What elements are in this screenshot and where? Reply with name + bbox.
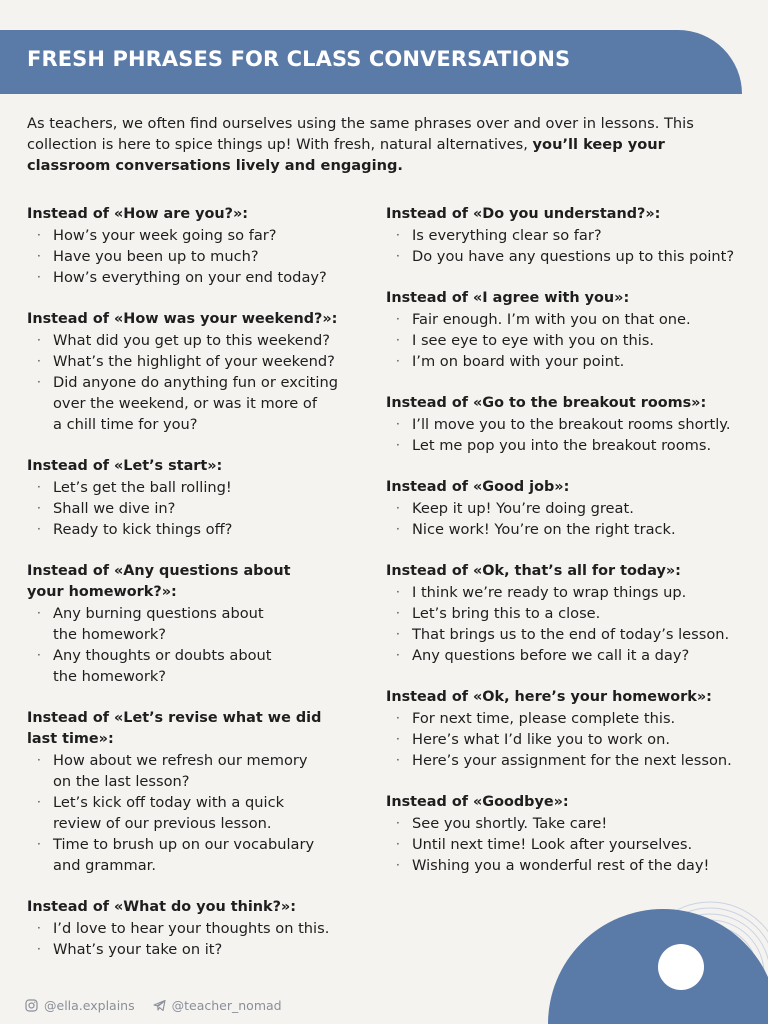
phrase-text: Wishing you a wonderful rest of the day! bbox=[412, 857, 710, 874]
section-heading: Instead of «I agree with you»: bbox=[386, 290, 630, 306]
phrase-text: Until next time! Look after yourselves. bbox=[412, 836, 693, 853]
section-heading: Instead of «Goodbye»: bbox=[386, 794, 569, 810]
phrase-item bbox=[386, 603, 756, 624]
phrase-text: Time to brush up on our vocabulary and grammar. bbox=[53, 836, 315, 874]
bullet-icon: · bbox=[37, 249, 41, 263]
phrase-section bbox=[386, 687, 756, 771]
phrase-text: For next time, please complete this. bbox=[412, 710, 676, 727]
phrase-item bbox=[386, 645, 756, 666]
section-heading: Instead of «What do you think?»: bbox=[27, 899, 296, 915]
phrase-item bbox=[27, 918, 377, 939]
phrase-text: Is everything clear so far? bbox=[412, 227, 602, 244]
bullet-icon: · bbox=[396, 648, 400, 662]
phrase-section bbox=[27, 708, 377, 876]
phrase-item bbox=[27, 225, 377, 246]
phrase-section bbox=[386, 477, 756, 540]
phrase-item bbox=[27, 834, 377, 876]
phrase-item bbox=[386, 813, 756, 834]
left-column bbox=[27, 204, 377, 981]
bullet-icon: · bbox=[396, 606, 400, 620]
phrase-item bbox=[386, 498, 756, 519]
bullet-icon: · bbox=[396, 711, 400, 725]
phrase-text: Let me pop you into the breakout rooms. bbox=[412, 437, 712, 454]
bullet-icon: · bbox=[396, 753, 400, 767]
intro-text: As teachers, we often find ourselves using the same phrases over and over in lessons. This collection is here to spice things up! With fresh, natural alternatives, bbox=[27, 115, 694, 153]
phrase-text: Do you have any questions up to this point? bbox=[412, 248, 735, 265]
white-circle bbox=[658, 944, 704, 990]
phrase-item bbox=[27, 603, 377, 645]
phrase-text: How’s your week going so far? bbox=[53, 227, 277, 244]
phrase-item bbox=[386, 414, 756, 435]
bullet-icon: · bbox=[37, 270, 41, 284]
section-heading: Instead of «Go to the breakout rooms»: bbox=[386, 395, 707, 411]
phrase-text: What’s your take on it? bbox=[53, 941, 223, 958]
bullet-icon: · bbox=[37, 753, 41, 767]
phrase-text: Ready to kick things off? bbox=[53, 521, 233, 538]
phrase-item bbox=[27, 372, 377, 435]
bullet-icon: · bbox=[37, 480, 41, 494]
phrase-section bbox=[386, 288, 756, 372]
phrase-text: See you shortly. Take care! bbox=[412, 815, 608, 832]
bullet-icon: · bbox=[37, 795, 41, 809]
phrase-text: Did anyone do anything fun or exciting over the weekend, or was it more of a chill time for you? bbox=[53, 374, 338, 433]
phrase-section bbox=[386, 204, 756, 267]
bullet-icon: · bbox=[396, 228, 400, 242]
phrase-section bbox=[386, 393, 756, 456]
telegram-icon bbox=[153, 999, 166, 1012]
bullet-icon: · bbox=[396, 438, 400, 452]
phrase-list bbox=[386, 708, 756, 771]
section-heading: Instead of «Let’s start»: bbox=[27, 458, 223, 474]
phrase-list bbox=[27, 750, 377, 876]
phrase-item bbox=[27, 750, 377, 792]
intro-paragraph bbox=[27, 113, 727, 176]
instagram-handle[interactable] bbox=[25, 998, 135, 1013]
phrase-text: I’m on board with your point. bbox=[412, 353, 625, 370]
phrase-section bbox=[27, 561, 377, 687]
section-heading: Instead of «Ok, that’s all for today»: bbox=[386, 563, 681, 579]
instagram-handle-text: @ella.explains bbox=[44, 998, 135, 1013]
section-heading: Instead of «How are you?»: bbox=[27, 206, 249, 222]
phrase-section bbox=[386, 792, 756, 876]
bullet-icon: · bbox=[37, 501, 41, 515]
phrase-item bbox=[27, 246, 377, 267]
phrase-list bbox=[386, 414, 756, 456]
phrase-text: What’s the highlight of your weekend? bbox=[53, 353, 335, 370]
right-column bbox=[386, 204, 756, 897]
bullet-icon: · bbox=[396, 249, 400, 263]
phrase-text: Let’s kick off today with a quick review of our previous lesson. bbox=[53, 794, 285, 832]
bullet-icon: · bbox=[396, 816, 400, 830]
phrase-text: I think we’re ready to wrap things up. bbox=[412, 584, 687, 601]
phrase-item bbox=[27, 477, 377, 498]
phrase-list bbox=[386, 813, 756, 876]
bullet-icon: · bbox=[37, 837, 41, 851]
phrase-list bbox=[27, 330, 377, 435]
phrase-item bbox=[386, 834, 756, 855]
bullet-icon: · bbox=[37, 354, 41, 368]
phrase-item bbox=[386, 750, 756, 771]
bullet-icon: · bbox=[396, 585, 400, 599]
bullet-icon: · bbox=[396, 858, 400, 872]
phrase-list bbox=[27, 225, 377, 288]
section-heading: Instead of «Do you understand?»: bbox=[386, 206, 661, 222]
bullet-icon: · bbox=[37, 648, 41, 662]
instagram-icon bbox=[25, 999, 38, 1012]
bullet-icon: · bbox=[37, 375, 41, 389]
bullet-icon: · bbox=[396, 627, 400, 641]
phrase-list bbox=[386, 309, 756, 372]
bullet-icon: · bbox=[396, 333, 400, 347]
phrase-text: Let’s bring this to a close. bbox=[412, 605, 601, 622]
phrase-text: I see eye to eye with you on this. bbox=[412, 332, 655, 349]
phrase-item bbox=[27, 645, 377, 687]
bullet-icon: · bbox=[396, 354, 400, 368]
phrase-text: Have you been up to much? bbox=[53, 248, 259, 265]
bullet-icon: · bbox=[396, 522, 400, 536]
telegram-handle-text: @teacher_nomad bbox=[171, 998, 282, 1013]
phrase-text: That brings us to the end of today’s lesson. bbox=[412, 626, 730, 643]
telegram-handle[interactable] bbox=[153, 998, 282, 1013]
phrase-item bbox=[386, 519, 756, 540]
section-heading: Instead of «Good job»: bbox=[386, 479, 570, 495]
phrase-text: I’ll move you to the breakout rooms shortly. bbox=[412, 416, 731, 433]
phrase-section bbox=[27, 897, 377, 960]
phrase-item bbox=[27, 330, 377, 351]
phrase-text: Keep it up! You’re doing great. bbox=[412, 500, 634, 517]
bullet-icon: · bbox=[37, 606, 41, 620]
phrase-list bbox=[386, 225, 756, 267]
phrase-text: Fair enough. I’m with you on that one. bbox=[412, 311, 691, 328]
bullet-icon: · bbox=[396, 501, 400, 515]
bullet-icon: · bbox=[396, 732, 400, 746]
phrase-section bbox=[27, 204, 377, 288]
phrase-item bbox=[386, 582, 756, 603]
phrase-text: How about we refresh our memory on the last lesson? bbox=[53, 752, 308, 790]
phrase-item bbox=[27, 351, 377, 372]
phrase-item bbox=[386, 309, 756, 330]
phrase-text: Let’s get the ball rolling! bbox=[53, 479, 232, 496]
bullet-icon: · bbox=[396, 312, 400, 326]
phrase-list bbox=[27, 918, 377, 960]
phrase-item bbox=[27, 792, 377, 834]
section-heading: Instead of «Let’s revise what we did last time»: bbox=[27, 710, 322, 747]
phrase-item bbox=[386, 708, 756, 729]
phrase-text: What did you get up to this weekend? bbox=[53, 332, 331, 349]
phrase-text: Nice work! You’re on the right track. bbox=[412, 521, 676, 538]
bullet-icon: · bbox=[37, 228, 41, 242]
bullet-icon: · bbox=[37, 921, 41, 935]
bullet-icon: · bbox=[396, 417, 400, 431]
section-heading: Instead of «Ok, here’s your homework»: bbox=[386, 689, 712, 705]
bullet-icon: · bbox=[396, 837, 400, 851]
phrase-list bbox=[386, 582, 756, 666]
phrase-text: How’s everything on your end today? bbox=[53, 269, 327, 286]
phrase-list bbox=[27, 477, 377, 540]
phrase-item bbox=[27, 519, 377, 540]
phrase-text: Any questions before we call it a day? bbox=[412, 647, 690, 664]
phrase-text: Shall we dive in? bbox=[53, 500, 176, 517]
phrase-item bbox=[386, 435, 756, 456]
phrase-item bbox=[386, 225, 756, 246]
phrase-item bbox=[386, 246, 756, 267]
phrase-text: Here’s your assignment for the next lesson. bbox=[412, 752, 732, 769]
footer bbox=[25, 998, 300, 1013]
phrase-list bbox=[386, 498, 756, 540]
intro-bold-text: you’ll keep your classroom conversations lively and engaging. bbox=[27, 136, 665, 174]
phrase-item bbox=[386, 330, 756, 351]
phrase-item bbox=[386, 729, 756, 750]
bullet-icon: · bbox=[37, 942, 41, 956]
phrase-section bbox=[27, 456, 377, 540]
phrase-text: Any burning questions about the homework? bbox=[53, 605, 264, 643]
phrase-item bbox=[27, 498, 377, 519]
section-heading: Instead of «Any questions about your homework?»: bbox=[27, 563, 291, 600]
page-title: FRESH PHRASES FOR CLASS CONVERSATIONS bbox=[27, 47, 571, 71]
phrase-text: Here’s what I’d like you to work on. bbox=[412, 731, 670, 748]
phrase-section bbox=[27, 309, 377, 435]
decorative-arcs bbox=[548, 894, 768, 1024]
bullet-icon: · bbox=[37, 522, 41, 536]
phrase-item bbox=[386, 855, 756, 876]
phrase-list bbox=[27, 603, 377, 687]
phrase-section bbox=[386, 561, 756, 666]
phrase-text: I’d love to hear your thoughts on this. bbox=[53, 920, 330, 937]
phrase-item bbox=[27, 267, 377, 288]
phrase-item bbox=[386, 624, 756, 645]
section-heading: Instead of «How was your weekend?»: bbox=[27, 311, 338, 327]
phrase-item bbox=[27, 939, 377, 960]
phrase-text: Any thoughts or doubts about the homework? bbox=[53, 647, 272, 685]
phrase-item bbox=[386, 351, 756, 372]
bullet-icon: · bbox=[37, 333, 41, 347]
